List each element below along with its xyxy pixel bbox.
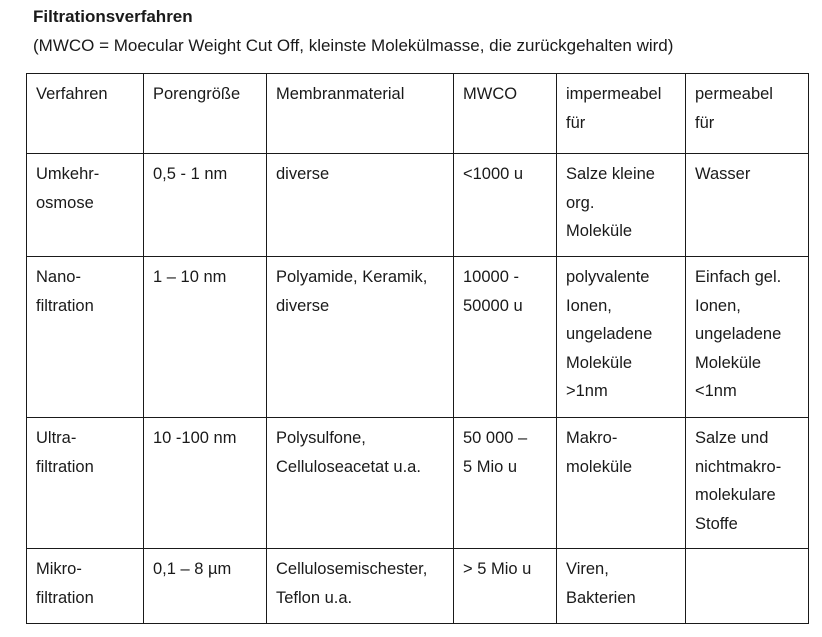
table-cell: Nano- filtration: [27, 257, 144, 418]
table-cell: 10000 - 50000 u: [454, 257, 557, 418]
table-row-ultrafiltration: [27, 418, 809, 549]
table-cell: Viren, Bakterien: [557, 549, 686, 624]
table-cell: Mikro- filtration: [27, 549, 144, 624]
table-row-mikrofiltration: [27, 549, 809, 624]
table-cell: <1000 u: [454, 154, 557, 257]
header-cell-mwco: MWCO: [454, 74, 557, 154]
table-cell: Salze und nichtmakro- molekulare Stoffe: [686, 418, 809, 549]
table-cell: Einfach gel. Ionen, ungeladene Moleküle <1nm: [686, 257, 809, 418]
table-cell: Umkehr- osmose: [27, 154, 144, 257]
table-cell: 1 – 10 nm: [144, 257, 267, 418]
table-row-nanofiltration: [27, 257, 809, 418]
table-cell: Ultra- filtration: [27, 418, 144, 549]
table-row-umkehrosmose: [27, 154, 809, 257]
header-cell-porengroesse: Porengröße: [144, 74, 267, 154]
table-cell: 0,1 – 8 µm: [144, 549, 267, 624]
header-cell-verfahren: Verfahren: [27, 74, 144, 154]
table-cell: Cellulosemischester, Teflon u.a.: [267, 549, 454, 624]
table-cell: diverse: [267, 154, 454, 257]
header-cell-permeabel: permeabel für: [686, 74, 809, 154]
table-cell: 10 -100 nm: [144, 418, 267, 549]
table-cell: Polyamide, Keramik, diverse: [267, 257, 454, 418]
table-cell: polyvalente Ionen, ungeladene Moleküle >1nm: [557, 257, 686, 418]
table-header-row: [27, 74, 809, 154]
table-cell: Makro- moleküle: [557, 418, 686, 549]
table-cell: 0,5 - 1 nm: [144, 154, 267, 257]
table-cell: Wasser: [686, 154, 809, 257]
document-title: Filtrationsverfahren: [33, 7, 193, 26]
table-cell: > 5 Mio u: [454, 549, 557, 624]
table-cell: Polysulfone, Celluloseacetat u.a.: [267, 418, 454, 549]
table-cell: Salze kleine org. Moleküle: [557, 154, 686, 257]
table-cell: 50 000 – 5 Mio u: [454, 418, 557, 549]
document-subtitle: (MWCO = Moecular Weight Cut Off, kleinste Molekülmasse, die zurückgehalten wird): [33, 36, 674, 55]
header-cell-membranmaterial: Membranmaterial: [267, 74, 454, 154]
header-cell-impermeabel: impermeabel für: [557, 74, 686, 154]
filtration-table: [26, 73, 809, 624]
table-cell: [686, 549, 809, 624]
